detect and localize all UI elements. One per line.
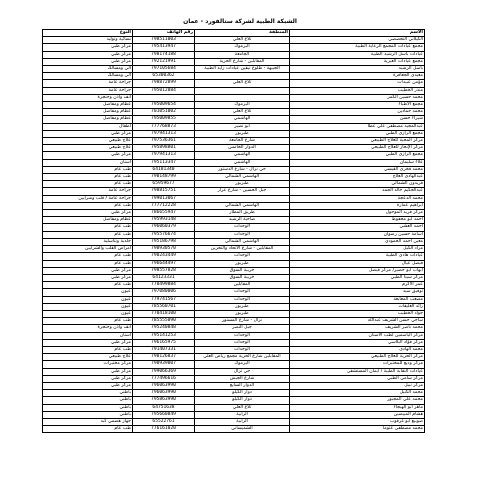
cell-type: مركز طبي [43,382,133,389]
document-title: الشبكة الطبية لشركة ستالفورد - عمان [183,18,297,25]
cell-area: الهاشمي الشمالي [195,174,290,181]
cell-area: الوحدات [195,289,290,296]
cell-phone: 779741567 [133,296,195,303]
cell-phone: 797536361 [133,138,195,145]
cell-phone: 796644497 [133,260,195,267]
cell-type: باطني [43,411,133,418]
cell-type: عيون [43,310,133,317]
cell-phone: 796165975 [133,339,195,346]
cell-phone: 790126837 [133,354,195,361]
cell-name: مركز الياسمين لطب الأسنان [290,332,425,339]
cell-phone: 797941313 [133,130,195,137]
cell-name: مراد الكيل [290,246,425,253]
cell-type: مركز طبي [43,130,133,137]
cell-name: توفيق سيد [290,289,425,296]
table-row [43,116,425,123]
table-row [43,44,425,51]
table-row [43,303,425,310]
cell-type: طب عام [43,282,133,289]
cell-area: جبل النصر [195,325,290,332]
cell-name: احمد ابو محفوظ [290,217,425,224]
header-area: المنطقة [195,30,290,37]
cell-type: باطني [43,397,133,404]
cell-phone: 790243449 [133,253,195,260]
cell-area: الدوار السابع [195,382,290,389]
cell-area: الوحدات [195,339,290,346]
cell-phone: 64751638 [133,404,195,411]
table-row [43,282,425,289]
cell-phone: 795993148 [133,217,195,224]
cell-area [195,195,290,202]
table-row [43,217,425,224]
cell-phone: 785560701 [133,303,195,310]
cell-phone: 786655947 [133,210,195,217]
table-row [43,174,425,181]
cell-type: طب عام [43,253,133,260]
cell-area: طبربور [195,303,290,310]
table-row [43,310,425,317]
cell-area: تلاع العلي [195,37,290,44]
cell-phone: 795186798 [133,238,195,245]
cell-name: علاء سليمان [290,159,425,166]
cell-type: باطني [43,404,133,411]
cell-type: آلي ومسالك [43,66,133,73]
cell-name: مركز الحرية للعلاج الطبيعي [290,354,425,361]
cell-name: محمد الهادي [290,346,425,353]
cell-type: أنف واذن وحنجرة [43,94,133,101]
cell-phone: 799013067 [133,195,195,202]
cell-area: حي نزال [195,368,290,375]
cell-name: باسل الرشيد [290,66,425,73]
table-row [43,73,425,80]
cell-type: مركز طبي [43,51,133,58]
cell-area: طبربور [195,260,290,267]
cell-phone: 795141253 [133,332,195,339]
table-row [43,181,425,188]
cell-phone: 777712228 [133,202,195,209]
cell-area: تلاع العلي [195,109,290,116]
cell-name: ابراهيم عمارة [290,202,425,209]
cell-name: محمد مصطفى عثوما [290,426,425,433]
cell-type: أسنان [43,332,133,339]
cell-area: الجامعة [195,51,290,58]
cell-area: الدوار الخامس [195,145,290,152]
cell-area: الهاشمي [195,116,290,123]
cell-type: عظام ومفاصل [43,109,133,116]
cell-name: مركز فريد الموحول [290,210,425,217]
cell-name: محمد فخري القيسي [290,166,425,173]
cell-type: عيون [43,296,133,303]
cell-type: طب عام [43,346,133,353]
cell-name: منذر الخطيب [290,87,425,94]
cell-area: شارع الجامعة [195,138,290,145]
cell-type: أسنان [43,159,133,166]
cell-name: رائد الغليفات [290,303,425,310]
cell-type: باطني [43,390,133,397]
cell-type: انف واذن وحنجرة [43,325,133,332]
cell-name: احمد العشي [290,224,425,231]
cell-name: مركز المحبة للعلاج الطبيعي [290,138,425,145]
cell-name: مؤمن عبيدات [290,80,425,87]
cell-area: الرابية [195,418,290,425]
cell-name: محمد الكنيل [290,390,425,397]
cell-phone: 777496616 [133,375,195,382]
cell-name: فريدون الشمالي [290,181,425,188]
table-row [43,253,425,260]
cell-area: الهاشمي [195,159,290,166]
cell-phone: 65959677 [133,181,195,188]
cell-type: علاج طبيعي [43,354,133,361]
cell-name: مجمع عيادات المجمع الرعاية الطبية [290,44,425,51]
cell-phone: 796060379 [133,224,195,231]
cell-phone: 795660849 [133,411,195,418]
cell-type: مركز طبي [43,375,133,382]
cell-type: مركز طبي [43,267,133,274]
table-row [43,346,425,353]
cell-area [195,87,290,94]
table-body [43,37,425,433]
cell-area: الهاشمي [195,152,290,159]
table-row [43,94,425,101]
table-row [43,37,425,44]
cell-type: علاج طبيعي [43,138,133,145]
cell-name: محمد الدعجة [290,195,425,202]
cell-type: عظام ومفاصل [43,116,133,123]
cell-type: مركز طبي [43,152,133,159]
cell-type: علاج طبيعي [43,145,133,152]
table-row [43,166,425,173]
table-row [43,296,425,303]
cell-phone: 795413947 [133,44,195,51]
cell-name: محمد حمادين [290,109,425,116]
cell-type: عظام ومفاصل [43,217,133,224]
header-name: الاسم [290,30,425,37]
cell-name: معين احمد الحمودي [290,238,425,245]
cell-phone: 798174188 [133,51,195,58]
cell-type: طب عام [43,174,133,181]
cell-area: الوحدات [195,296,290,303]
cell-area: الوحدات [195,231,290,238]
table-row [43,210,425,217]
cell-area: شارع الجيش [195,375,290,382]
cell-name: هشام المبيضين [290,411,425,418]
table-row [43,138,425,145]
cell-area: ضاحية الرشيد [195,217,290,224]
cell-name: عيادات النقابة الطبية / ايمان المستشفى [290,368,425,375]
table-row [43,354,425,361]
cell-phone: 701051002 [133,109,195,116]
cell-phone: 64181340 [133,166,195,173]
cell-phone [133,94,195,101]
cell-phone: 798511003 [133,37,195,44]
cell-name: مصعب المعابعة [290,296,425,303]
cell-name: معيدي الجعافرة [290,73,425,80]
cell-type: مركز طبي [43,339,133,346]
table-row [43,152,425,159]
table-row [43,66,425,73]
cell-name: عمر الأكرم [290,282,425,289]
cell-type: عيون [43,303,133,310]
table-row [43,58,425,65]
cell-area: طبربور [195,130,290,137]
cell-phone: 790939007 [133,361,195,368]
cell-area: طبربور [195,310,290,317]
table-row [43,368,425,375]
cell-type: طب عام [43,224,133,231]
cell-name: مجمع عيادات العيرية [290,58,425,65]
cell-type: جراحة عامة [43,87,133,94]
cell-area: الوحدات [195,346,290,353]
table-row [43,375,425,382]
table-row [43,332,425,339]
cell-type: آلي ومسالك [43,73,133,80]
cell-type: طب عام [43,426,133,433]
table-row [43,202,425,209]
cell-type: جراحة عامة / قلب وشرايين [43,195,133,202]
cell-name: جواد الخطيب [290,310,425,317]
cell-name: فيصل عيال [290,260,425,267]
table-row [43,267,425,274]
table-row [43,238,425,245]
table-row [43,404,425,411]
cell-phone: 796063990 [133,390,195,397]
table-row [43,145,425,152]
cell-type: جلدية وتناسلية [43,238,133,245]
cell-area: دوار الكيلو [195,397,290,404]
cell-name: محمد حسين الكمر [290,94,425,101]
cell-phone: 792121991 [133,58,195,65]
cell-type: مركز مختبرات [43,361,133,368]
cell-phone: 795576674 [133,231,195,238]
cell-name: شيراء حسن [290,116,425,123]
cell-area [195,73,290,80]
cell-area: حي نزال - شارع الدستور [195,166,290,173]
cell-phone: 776161020 [133,426,195,433]
cell-area: تلاع العلي [195,80,290,87]
cell-name: ايهاب ابو خضير/ مركز فيصل [290,267,425,274]
cell-type: مركز طبي [43,210,133,217]
table-row [43,325,425,332]
cell-phone: 798872899 [133,80,195,87]
cell-name: عيادات هادي الطبية [290,253,425,260]
cell-type: طب عام [43,166,133,173]
cell-phone: 770499884 [133,282,195,289]
cell-area: اليرموك [195,102,290,109]
cell-area: طبربور [195,181,290,188]
cell-phone: 785555090 [133,318,195,325]
cell-type: نسائية وتوليد [43,37,133,44]
cell-phone: 64123331 [133,274,195,281]
cell-phone: 796063990 [133,382,195,389]
cell-phone: 790930570 [133,246,195,253]
cell-phone: 798815751 [133,188,195,195]
cell-area: المقابلين [195,282,290,289]
medical-network-table [42,29,425,433]
cell-area: الهاشمي الشمالي [195,238,290,245]
table-row [43,159,425,166]
cell-name: ساجي حسن الشريف عبدالله [290,318,425,325]
table-row [43,87,425,94]
cell-area: الوحدات [195,224,290,231]
cell-area: طريق المطار [195,210,290,217]
cell-phone: 795240848 [133,325,195,332]
table-row [43,397,425,404]
cell-area: جبل الحسين - شارع عرار [195,188,290,195]
cell-name: مجمع الأطباء [290,102,425,109]
cell-name: محمد علي المجبور [290,397,425,404]
header-type: النوع [43,30,133,37]
cell-area: خريبة السوق [195,274,290,281]
table-row [43,260,425,267]
cell-phone: 790148799 [133,174,195,181]
cell-phone: 799066369 [133,368,195,375]
cell-name: عبدالحكيم خالد الحمد [290,188,425,195]
cell-area: المقابلين - شارع الحرية [195,58,290,65]
cell-type: مركز طبي [43,274,133,281]
table-row [43,382,425,389]
cell-type: عيون [43,289,133,296]
cell-type: امراض القلب والشرايين [43,246,133,253]
cell-name: صوبيع ابو غرقوب [290,418,425,425]
cell-name: الكيلاني التخصصي [290,37,425,44]
cell-phone: 65300362 [133,73,195,80]
cell-area: المقابلين شارع الحرية مجمع رياض العلي [195,354,290,361]
cell-phone: 795012884 [133,87,195,94]
cell-type: طب عام [43,231,133,238]
table-row [43,109,425,116]
table-row [43,188,425,195]
table-row [43,411,425,418]
cell-phone: 797941313 [133,152,195,159]
cell-type: طب عام [43,202,133,209]
cell-area: اليرموك [195,44,290,51]
cell-area: الرابية [195,411,290,418]
table-row [43,246,425,253]
cell-name: محمد ناصر الشريف [290,325,425,332]
cell-type: طب عام [43,260,133,267]
cell-phone: 791407331 [133,346,195,353]
cell-name: عبدالمجيد مصطفى علي عطا [290,123,425,130]
cell-type: طب عام [43,318,133,325]
cell-phone: 65522761 [133,418,195,425]
cell-phone: 795113347 [133,159,195,166]
cell-area: الشميساني [195,426,290,433]
cell-type: مركز طبي [43,44,133,51]
table-row [43,390,425,397]
table-row [43,361,425,368]
cell-type: جهاز هضمي كبد [43,418,133,425]
cell-type: مركز طبي [43,58,133,65]
cell-phone: 795009654 [133,102,195,109]
cell-phone: 795898801 [133,145,195,152]
cell-phone: 795009855 [133,116,195,123]
cell-phone: 770418100 [133,310,195,317]
cell-area: الجبيهة - طلوع نيفين عيادات زايد الطبية [195,66,290,73]
table-row [43,426,425,433]
table-row [43,123,425,130]
cell-type: جراحة عامة [43,80,133,87]
table-row [43,80,425,87]
cell-name: مركز وديع للمختبرات [290,361,425,368]
table-row [43,418,425,425]
cell-name: مركز فؤاد البلاسي [290,339,425,346]
cell-phone: 798557828 [133,267,195,274]
cell-type: أطفال [43,123,133,130]
cell-area: الهاشمي الشمالي [195,202,290,209]
cell-phone: 777768873 [133,123,195,130]
cell-area: نزال - شارع المستور [195,318,290,325]
cell-area: تلاع العلي [195,404,290,411]
cell-area [195,94,290,101]
cell-name: مجمع الرازي الطبي [290,130,425,137]
table-header-row [43,30,425,37]
cell-name: مركز الإنجاز للعلاج الطبيعي [290,145,425,152]
cell-type: جراحة عامة [43,188,133,195]
table-row [43,318,425,325]
cell-phone: 795863990 [133,397,195,404]
cell-name: عيادات باسل الرشيد الطبية [290,51,425,58]
cell-name: ماهر ابو الهيجاء [290,404,425,411]
table-row [43,51,425,58]
table-row [43,339,425,346]
table-row [43,195,425,202]
cell-name: مركز سامي الطبي [290,375,425,382]
cell-area: المقابلين - شارع الاتحاد والتخزين [195,246,290,253]
cell-area: اليرموك [195,361,290,368]
cell-name: مركز نبيل [290,382,425,389]
cell-area: الوحدات [195,253,290,260]
cell-type: عظام ومفاصل [43,102,133,109]
cell-type: مركز طبي [43,368,133,375]
table-row [43,224,425,231]
cell-name: مجمع الرازي الطبي [290,152,425,159]
cell-name: اسامة حسين رضوان [290,231,425,238]
cell-phone: 797105684 [133,66,195,73]
table-row [43,102,425,109]
table-row [43,289,425,296]
cell-name: عبدالهادي العلاج [290,174,425,181]
cell-name: مركز سينا الطبي [290,274,425,281]
cell-area: الوحدات [195,332,290,339]
cell-type: طب عام [43,181,133,188]
cell-area: ابو نصير [195,123,290,130]
header-phone: رقم الهاتف [133,30,195,37]
table-row [43,130,425,137]
cell-area: خريبة السوق [195,267,290,274]
table-row [43,231,425,238]
cell-area: دوار الكيلو [195,390,290,397]
cell-phone: 797080006 [133,289,195,296]
table-row [43,274,425,281]
